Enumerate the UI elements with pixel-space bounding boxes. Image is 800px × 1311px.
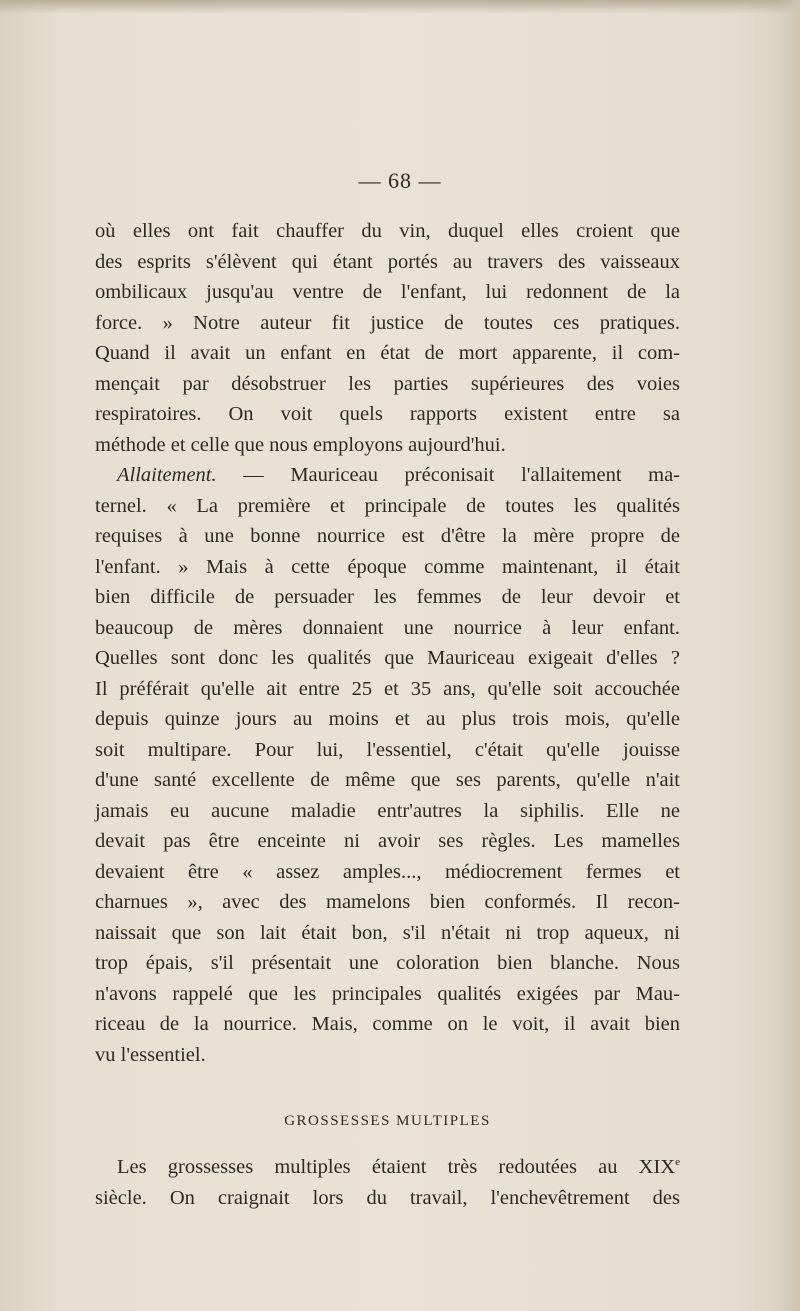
text-line: naissait que son lait était bon, s'il n'était ni trop aqueux, ni <box>95 921 680 944</box>
text-line: des esprits s'élèvent qui étant portés au travers des vaisseaux <box>95 250 680 273</box>
text-line-lead <box>95 1152 680 1183</box>
page-edge-shadow <box>0 0 800 14</box>
text-line: l'enfant. » Mais à cette époque comme maintenant, il était <box>95 555 680 578</box>
text-line: siècle. On craignait lors du travail, l'enchevêtrement des <box>95 1186 680 1209</box>
superscript: e <box>675 1156 680 1169</box>
text-line: mençait par désobstruer les parties supérieures des voies <box>95 372 680 395</box>
text-line: requises à une bonne nourrice est d'être la mère propre de <box>95 525 680 547</box>
text-line: charnues », avec des mamelons bien conformés. Il recon- <box>95 891 680 913</box>
section-heading: GROSSESSES MULTIPLES <box>284 1113 491 1129</box>
paragraph-3 <box>95 1152 680 1213</box>
text-line: trop épais, s'il présentait une coloration bien blanche. Nous <box>95 952 680 974</box>
text-line: ternel. « La première et principale de toutes les qualités <box>95 494 680 517</box>
text-line: vu l'essentiel. <box>95 1043 206 1066</box>
text-line: Quand il avait un enfant en état de mort apparente, il com- <box>95 342 680 364</box>
text-line: Quelles sont donc les qualités que Mauriceau exigeait d'elles ? <box>95 647 680 669</box>
paragraph-lead-italic: Allaitement. <box>117 464 217 486</box>
text-line: Il préférait qu'elle ait entre 25 et 35 ans, qu'elle soit accouchée <box>95 677 680 700</box>
text-line: où elles ont fait chauffer du vin, duquel elles croient que <box>95 220 680 242</box>
paragraph-1 <box>95 216 680 460</box>
paragraph-2 <box>95 460 680 1070</box>
spacer <box>95 1136 680 1152</box>
paragraph-lead-text: Les grossesses multiples étaient très redoutées au XIX <box>117 1156 676 1178</box>
body-text <box>95 216 680 1213</box>
text-line: riceau de la nourrice. Mais, comme on le voit, il avait bien <box>95 1013 680 1035</box>
text-line: depuis quinze jours au moins et au plus trois mois, qu'elle <box>95 708 680 730</box>
text-line: devaient être « assez amples..., médiocrement fermes et <box>95 860 680 883</box>
text-line: force. » Notre auteur fit justice de toutes ces pratiques. <box>95 311 680 334</box>
text-line: respiratoires. On voit quels rapports existent entre sa <box>95 403 680 425</box>
page-number: — 68 — <box>358 168 442 193</box>
text-line: soit multipare. Pour lui, l'essentiel, c'était qu'elle jouisse <box>95 738 680 761</box>
text-line: jamais eu aucune maladie entr'autres la siphilis. Elle ne <box>95 799 680 822</box>
text-line: ombilicaux jusqu'au ventre de l'enfant, lui redonnent de la <box>95 281 680 303</box>
text-line: devait pas être enceinte ni avoir ses règles. Les mamelles <box>95 830 680 852</box>
text-line: méthode et celle que nous employons aujourd'hui. <box>95 433 506 456</box>
text-line: d'une santé excellente de même que ses parents, qu'elle n'ait <box>95 769 680 791</box>
text-line: bien difficile de persuader les femmes de leur devoir et <box>95 586 680 608</box>
text-line: n'avons rappelé que les principales qualités exigées par Mau- <box>95 982 680 1005</box>
paragraph-lead-rest: — Mauriceau préconisait l'allaitement ma- <box>216 464 680 486</box>
text-line: beaucoup de mères donnaient une nourrice à leur enfant. <box>95 616 680 639</box>
text-line-lead <box>95 460 680 491</box>
page-edge-shadow-right <box>778 0 800 1311</box>
